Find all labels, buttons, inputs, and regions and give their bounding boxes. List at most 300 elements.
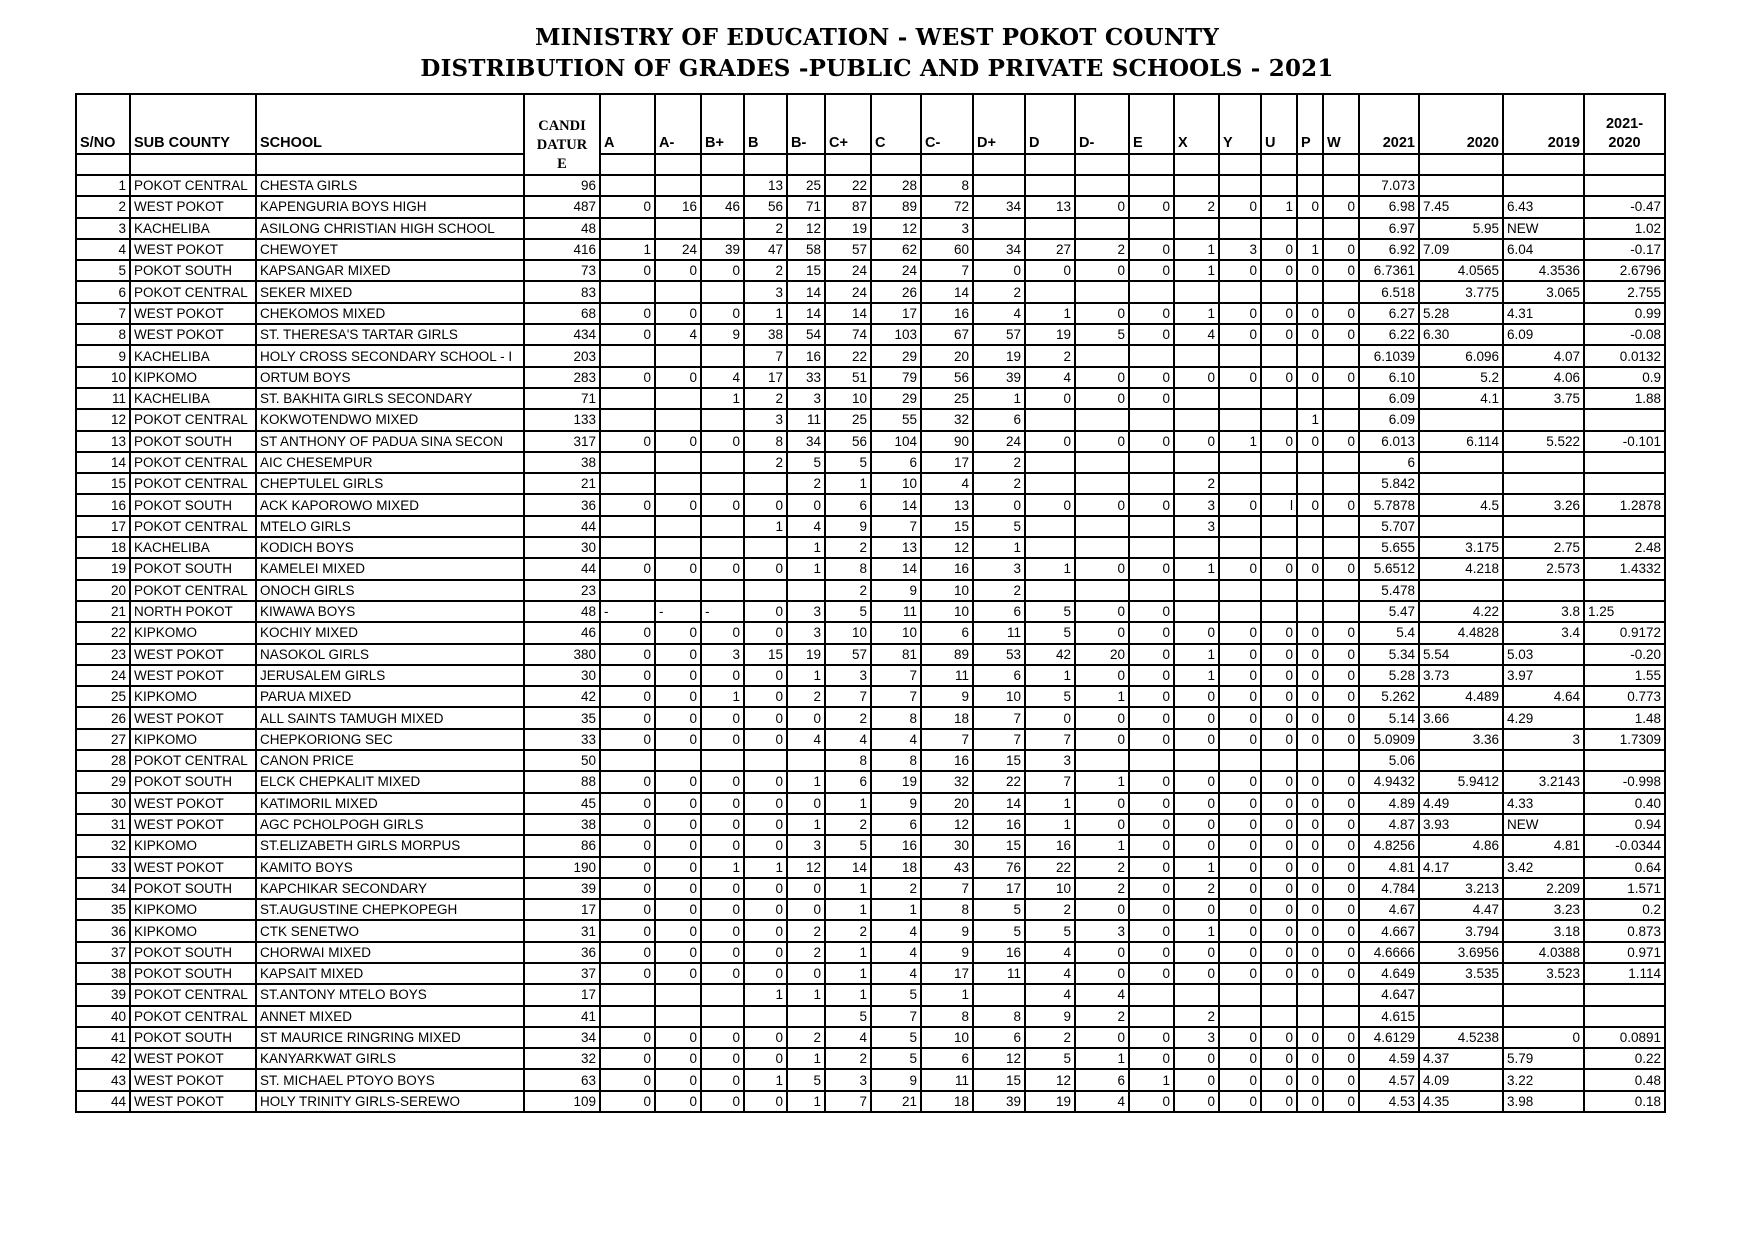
cell-grade-d: 42: [1025, 644, 1075, 665]
table-row: [76, 580, 1665, 601]
cell-grade-b-minus: 0: [787, 793, 825, 814]
cell-school: KAPSAIT MIXED: [256, 963, 524, 984]
cell-grade-a-minus: 0: [655, 558, 701, 579]
cell-grade-c-minus: 16: [921, 303, 973, 324]
cell-grade-d-minus: 0: [1075, 260, 1129, 281]
cell-grade-a: 0: [600, 686, 655, 707]
cell-sub-county: POKOT CENTRAL: [130, 175, 256, 196]
cell-grade-x: 3: [1174, 1027, 1219, 1048]
cell-sno: 14: [76, 452, 130, 473]
cell-grade-x: [1174, 175, 1219, 196]
cell-grade-d-minus: 0: [1075, 622, 1129, 643]
cell-mean-2020: 7.09: [1419, 239, 1503, 260]
cell-sub-county: KIPKOMO: [130, 367, 256, 388]
cell-grade-c-plus: 1: [825, 878, 871, 899]
cell-grade-b: 2: [744, 218, 787, 239]
cell-mean-2019: [1503, 984, 1584, 1005]
cell-sno: 32: [76, 835, 130, 856]
cell-mean-2019: [1503, 473, 1584, 494]
cell-grade-b-plus: [701, 452, 744, 473]
cell-grade-u: 0: [1261, 942, 1297, 963]
cell-grade-c-minus: 11: [921, 665, 973, 686]
cell-grade-a: 0: [600, 963, 655, 984]
cell-grade-c-minus: 43: [921, 857, 973, 878]
cell-grade-d-plus: [973, 218, 1025, 239]
cell-grade-c-minus: 12: [921, 814, 973, 835]
cell-grade-c-minus: 56: [921, 367, 973, 388]
cell-grade-p: 1: [1297, 239, 1323, 260]
cell-grade-c: 2: [871, 878, 921, 899]
cell-grade-y: 0: [1219, 303, 1261, 324]
cell-school: PARUA MIXED: [256, 686, 524, 707]
table-row: [76, 1006, 1665, 1027]
cell-mean-2021: 4.81: [1359, 857, 1419, 878]
table-row: [76, 963, 1665, 984]
cell-grade-a-minus: [655, 388, 701, 409]
table-row: [76, 175, 1665, 196]
cell-deviation: 0.18: [1584, 1091, 1665, 1112]
cell-grade-d-plus: 6: [973, 601, 1025, 622]
cell-grade-y: 0: [1219, 260, 1261, 281]
cell-grade-u: 0: [1261, 665, 1297, 686]
cell-grade-d-plus: 39: [973, 1091, 1025, 1112]
cell-grade-a: 0: [600, 1091, 655, 1112]
cell-deviation: [1584, 580, 1665, 601]
cell-grade-a: 0: [600, 324, 655, 345]
cell-grade-d-minus: [1075, 345, 1129, 366]
cell-mean-2020: 3.794: [1419, 920, 1503, 941]
cell-grade-d-plus: 6: [973, 1027, 1025, 1048]
cell-grade-e: [1129, 516, 1174, 537]
cell-grade-b-minus: 0: [787, 878, 825, 899]
cell-grade-d: 10: [1025, 878, 1075, 899]
cell-mean-2020: 4.22: [1419, 601, 1503, 622]
cell-mean-2020: 3.36: [1419, 729, 1503, 750]
cell-grade-d: 22: [1025, 857, 1075, 878]
cell-grade-c-plus: 4: [825, 729, 871, 750]
cell-mean-2020: 3.213: [1419, 878, 1503, 899]
cell-grade-c-plus: 22: [825, 175, 871, 196]
cell-grade-b: 2: [744, 452, 787, 473]
cell-candidature: 317: [524, 431, 600, 452]
cell-grade-b: 0: [744, 707, 787, 728]
cell-grade-w: 0: [1323, 942, 1359, 963]
cell-sno: 38: [76, 963, 130, 984]
cell-grade-y: [1219, 601, 1261, 622]
cell-mean-2019: 3.18: [1503, 920, 1584, 941]
table-row: [76, 1048, 1665, 1069]
cell-grade-c-plus: 6: [825, 771, 871, 792]
cell-grade-a-minus: 0: [655, 771, 701, 792]
cell-mean-2019: 2.573: [1503, 558, 1584, 579]
cell-grade-b-minus: 14: [787, 281, 825, 302]
cell-grade-c-plus: 2: [825, 707, 871, 728]
cell-grade-d-plus: 2: [973, 473, 1025, 494]
cell-school: ST. MICHAEL PTOYO BOYS: [256, 1069, 524, 1090]
cell-grade-y: 0: [1219, 1027, 1261, 1048]
cell-grade-c: 4: [871, 729, 921, 750]
cell-grade-d-minus: [1075, 452, 1129, 473]
cell-grade-p: 0: [1297, 878, 1323, 899]
cell-grade-d: 1: [1025, 558, 1075, 579]
cell-mean-2020: 5.95: [1419, 218, 1503, 239]
cell-school: CHEPTULEL GIRLS: [256, 473, 524, 494]
cell-grade-b-plus: 0: [701, 665, 744, 686]
cell-grade-u: [1261, 452, 1297, 473]
cell-mean-2020: [1419, 984, 1503, 1005]
cell-grade-b-plus: [701, 516, 744, 537]
cell-grade-c-minus: 7: [921, 878, 973, 899]
cell-mean-2021: 4.8256: [1359, 835, 1419, 856]
cell-mean-2020: 3.93: [1419, 814, 1503, 835]
cell-mean-2019: [1503, 580, 1584, 601]
cell-deviation: 0.0132: [1584, 345, 1665, 366]
cell-grade-b-minus: 0: [787, 963, 825, 984]
cell-grade-w: 0: [1323, 771, 1359, 792]
cell-grade-x: [1174, 388, 1219, 409]
cell-grade-c: 1: [871, 899, 921, 920]
cell-grade-c-plus: 24: [825, 281, 871, 302]
cell-grade-a: 0: [600, 644, 655, 665]
cell-grade-e: 0: [1129, 1048, 1174, 1069]
cell-grade-c-minus: 17: [921, 963, 973, 984]
cell-grade-a-minus: 0: [655, 920, 701, 941]
cell-grade-c-minus: 18: [921, 707, 973, 728]
cell-grade-y: 1: [1219, 431, 1261, 452]
cell-grade-b: [744, 537, 787, 558]
cell-grade-c-plus: 1: [825, 793, 871, 814]
cell-deviation: 0.2: [1584, 899, 1665, 920]
cell-grade-d: 5: [1025, 601, 1075, 622]
cell-grade-d: [1025, 473, 1075, 494]
cell-grade-y: [1219, 473, 1261, 494]
table-row: [76, 729, 1665, 750]
spacer-cell: [130, 154, 256, 175]
cell-grade-y: 0: [1219, 899, 1261, 920]
cell-grade-a: [600, 281, 655, 302]
cell-grade-u: 0: [1261, 857, 1297, 878]
cell-deviation: 0.64: [1584, 857, 1665, 878]
cell-grade-d-plus: 5: [973, 516, 1025, 537]
cell-grade-p: [1297, 175, 1323, 196]
header-row: [76, 94, 1665, 154]
cell-grade-d-minus: 0: [1075, 558, 1129, 579]
cell-grade-w: [1323, 1006, 1359, 1027]
cell-grade-d-minus: [1075, 281, 1129, 302]
cell-grade-c: 8: [871, 750, 921, 771]
cell-grade-b-minus: 5: [787, 1069, 825, 1090]
cell-grade-w: 0: [1323, 431, 1359, 452]
cell-mean-2021: 4.667: [1359, 920, 1419, 941]
cell-grade-y: 0: [1219, 729, 1261, 750]
cell-grade-c: 9: [871, 793, 921, 814]
cell-sno: 12: [76, 409, 130, 430]
cell-grade-c-minus: 10: [921, 601, 973, 622]
cell-grade-w: 0: [1323, 367, 1359, 388]
cell-grade-d-plus: 0: [973, 494, 1025, 515]
cell-grade-b-minus: 1: [787, 814, 825, 835]
cell-grade-p: 0: [1297, 814, 1323, 835]
cell-deviation: 0.48: [1584, 1069, 1665, 1090]
cell-mean-2020: [1419, 175, 1503, 196]
cell-grade-c: 62: [871, 239, 921, 260]
cell-sno: 27: [76, 729, 130, 750]
cell-grade-d-plus: 5: [973, 899, 1025, 920]
cell-grade-c: 7: [871, 686, 921, 707]
cell-grade-w: 0: [1323, 1091, 1359, 1112]
cell-grade-x: [1174, 409, 1219, 430]
cell-grade-d: 1: [1025, 303, 1075, 324]
cell-mean-2020: 4.218: [1419, 558, 1503, 579]
cell-grade-c-plus: 2: [825, 1048, 871, 1069]
cell-grade-c-plus: 9: [825, 516, 871, 537]
table-row: [76, 324, 1665, 345]
cell-grade-x: [1174, 281, 1219, 302]
cell-grade-b-plus: [701, 218, 744, 239]
cell-grade-c: 4: [871, 920, 921, 941]
cell-sno: 40: [76, 1006, 130, 1027]
cell-deviation: -0.0344: [1584, 835, 1665, 856]
cell-grade-a: [600, 175, 655, 196]
cell-school: KAPCHIKAR SECONDARY: [256, 878, 524, 899]
cell-deviation: 0.0891: [1584, 1027, 1665, 1048]
spacer-cell: [825, 154, 871, 175]
cell-mean-2019: [1503, 175, 1584, 196]
cell-deviation: [1584, 1006, 1665, 1027]
cell-grade-c: 81: [871, 644, 921, 665]
cell-grade-d-plus: 15: [973, 1069, 1025, 1090]
cell-grade-e: [1129, 984, 1174, 1005]
cell-school: CHEPKORIONG SEC: [256, 729, 524, 750]
cell-grade-a-minus: 0: [655, 878, 701, 899]
cell-grade-w: 0: [1323, 729, 1359, 750]
cell-grade-c-minus: 9: [921, 942, 973, 963]
table-row: [76, 1091, 1665, 1112]
cell-grade-u: 0: [1261, 814, 1297, 835]
cell-grade-d: 4: [1025, 984, 1075, 1005]
cell-grade-e: 0: [1129, 324, 1174, 345]
cell-grade-c-plus: 19: [825, 218, 871, 239]
cell-grade-u: 0: [1261, 367, 1297, 388]
cell-grade-b: [744, 1006, 787, 1027]
cell-grade-p: 0: [1297, 324, 1323, 345]
cell-mean-2021: 5.262: [1359, 686, 1419, 707]
cell-school: JERUSALEM GIRLS: [256, 665, 524, 686]
cell-grade-b-minus: 0: [787, 899, 825, 920]
cell-grade-b: 1: [744, 984, 787, 1005]
cell-grade-c-minus: 10: [921, 580, 973, 601]
cell-mean-2021: 6.97: [1359, 218, 1419, 239]
cell-grade-e: 0: [1129, 857, 1174, 878]
cell-grade-e: 0: [1129, 963, 1174, 984]
cell-grade-d: 0: [1025, 388, 1075, 409]
cell-grade-c-plus: 2: [825, 537, 871, 558]
cell-grade-c-minus: 72: [921, 196, 973, 217]
cell-grade-a-minus: [655, 984, 701, 1005]
cell-grade-b-minus: 4: [787, 729, 825, 750]
cell-grade-d-plus: 3: [973, 558, 1025, 579]
cell-candidature: 38: [524, 814, 600, 835]
cell-grade-d-minus: [1075, 473, 1129, 494]
cell-grade-x: 0: [1174, 963, 1219, 984]
cell-school: ST. THERESA'S TARTAR GIRLS: [256, 324, 524, 345]
cell-school: MTELO GIRLS: [256, 516, 524, 537]
cell-mean-2021: 4.647: [1359, 984, 1419, 1005]
cell-grade-p: 0: [1297, 920, 1323, 941]
cell-grade-y: 0: [1219, 324, 1261, 345]
cell-grade-d-plus: 22: [973, 771, 1025, 792]
cell-grade-d-minus: [1075, 580, 1129, 601]
cell-grade-w: 0: [1323, 793, 1359, 814]
cell-mean-2020: [1419, 750, 1503, 771]
table-row: [76, 537, 1665, 558]
cell-mean-2021: 4.59: [1359, 1048, 1419, 1069]
cell-deviation: 2.48: [1584, 537, 1665, 558]
cell-grade-d-plus: 2: [973, 281, 1025, 302]
cell-grade-u: 0: [1261, 793, 1297, 814]
cell-mean-2020: 5.2: [1419, 367, 1503, 388]
table-row: [76, 281, 1665, 302]
cell-grade-b: 0: [744, 686, 787, 707]
cell-grade-e: 0: [1129, 622, 1174, 643]
cell-sno: 18: [76, 537, 130, 558]
cell-grade-b-plus: 1: [701, 686, 744, 707]
cell-sub-county: POKOT SOUTH: [130, 878, 256, 899]
cell-grade-x: 4: [1174, 324, 1219, 345]
cell-grade-b: 56: [744, 196, 787, 217]
cell-mean-2019: 2.209: [1503, 878, 1584, 899]
cell-grade-b: 3: [744, 281, 787, 302]
spacer-cell: [744, 154, 787, 175]
cell-candidature: 83: [524, 281, 600, 302]
cell-grade-b-minus: 58: [787, 239, 825, 260]
cell-grade-d-minus: [1075, 516, 1129, 537]
cell-grade-w: 0: [1323, 196, 1359, 217]
cell-mean-2019: 4.81: [1503, 835, 1584, 856]
cell-deviation: 1.114: [1584, 963, 1665, 984]
cell-grade-c-plus: 1: [825, 963, 871, 984]
cell-deviation: 0.22: [1584, 1048, 1665, 1069]
spacer-cell: [1323, 154, 1359, 175]
cell-grade-d: 1: [1025, 665, 1075, 686]
cell-candidature: 487: [524, 196, 600, 217]
cell-deviation: 0.773: [1584, 686, 1665, 707]
cell-grade-u: 0: [1261, 899, 1297, 920]
cell-grade-a: 0: [600, 303, 655, 324]
cell-grade-x: 3: [1174, 494, 1219, 515]
cell-grade-a: [600, 388, 655, 409]
cell-mean-2021: 5.34: [1359, 644, 1419, 665]
cell-grade-c-minus: 17: [921, 452, 973, 473]
cell-mean-2021: 6.013: [1359, 431, 1419, 452]
cell-mean-2021: 5.6512: [1359, 558, 1419, 579]
cell-grade-e: 0: [1129, 494, 1174, 515]
cell-sno: 35: [76, 899, 130, 920]
cell-grade-d: 16: [1025, 835, 1075, 856]
cell-grade-e: 0: [1129, 558, 1174, 579]
cell-grade-d-minus: 2: [1075, 857, 1129, 878]
cell-grade-d: 19: [1025, 324, 1075, 345]
cell-grade-b-plus: 0: [701, 707, 744, 728]
cell-grade-b: 8: [744, 431, 787, 452]
cell-deviation: 1.4332: [1584, 558, 1665, 579]
cell-sub-county: WEST POKOT: [130, 857, 256, 878]
cell-grade-b-plus: [701, 175, 744, 196]
cell-grade-u: 0: [1261, 920, 1297, 941]
cell-grade-e: [1129, 537, 1174, 558]
cell-grade-y: [1219, 218, 1261, 239]
cell-grade-x: 0: [1174, 622, 1219, 643]
cell-grade-c-minus: 7: [921, 260, 973, 281]
cell-grade-a: [600, 580, 655, 601]
cell-mean-2021: 4.89: [1359, 793, 1419, 814]
cell-grade-b-plus: 0: [701, 303, 744, 324]
cell-grade-e: [1129, 1006, 1174, 1027]
spacer-cell: [1129, 154, 1174, 175]
cell-grade-y: 0: [1219, 686, 1261, 707]
cell-sub-county: WEST POKOT: [130, 196, 256, 217]
cell-sno: 13: [76, 431, 130, 452]
cell-mean-2019: 4.06: [1503, 367, 1584, 388]
cell-grade-x: 1: [1174, 665, 1219, 686]
cell-grade-a: 0: [600, 196, 655, 217]
spacer-cell: [1219, 154, 1261, 175]
cell-grade-u: 0: [1261, 963, 1297, 984]
cell-grade-c-minus: 1: [921, 984, 973, 1005]
header-grade-e: E: [1129, 94, 1174, 154]
cell-grade-c-minus: 20: [921, 793, 973, 814]
cell-grade-b-plus: 0: [701, 494, 744, 515]
cell-sub-county: WEST POKOT: [130, 303, 256, 324]
cell-grade-c-minus: 6: [921, 622, 973, 643]
cell-school: ALL SAINTS TAMUGH MIXED: [256, 707, 524, 728]
cell-sub-county: WEST POKOT: [130, 324, 256, 345]
cell-grade-a: 0: [600, 857, 655, 878]
cell-grade-a-minus: 0: [655, 367, 701, 388]
spacer-cell: [256, 154, 524, 175]
cell-grade-b-minus: [787, 750, 825, 771]
table-row: [76, 750, 1665, 771]
cell-grade-c: 103: [871, 324, 921, 345]
cell-grade-a-minus: [655, 1006, 701, 1027]
cell-grade-w: 0: [1323, 665, 1359, 686]
cell-grade-b-minus: 3: [787, 601, 825, 622]
cell-mean-2021: 5.4: [1359, 622, 1419, 643]
cell-grade-b-plus: 0: [701, 793, 744, 814]
cell-sno: 21: [76, 601, 130, 622]
cell-sub-county: KIPKOMO: [130, 729, 256, 750]
cell-grade-u: [1261, 1006, 1297, 1027]
cell-mean-2021: 5.0909: [1359, 729, 1419, 750]
cell-sub-county: POKOT CENTRAL: [130, 516, 256, 537]
cell-grade-y: [1219, 345, 1261, 366]
cell-school: NASOKOL GIRLS: [256, 644, 524, 665]
cell-deviation: 1.48: [1584, 707, 1665, 728]
spacer-cell: [1261, 154, 1297, 175]
cell-grade-u: [1261, 473, 1297, 494]
cell-grade-x: 0: [1174, 707, 1219, 728]
table-row: [76, 260, 1665, 281]
cell-grade-u: 0: [1261, 686, 1297, 707]
cell-grade-b-minus: 0: [787, 707, 825, 728]
cell-grade-e: 0: [1129, 303, 1174, 324]
cell-deviation: 1.2878: [1584, 494, 1665, 515]
cell-grade-c: 19: [871, 771, 921, 792]
cell-grade-u: 0: [1261, 1048, 1297, 1069]
cell-grade-y: 0: [1219, 1069, 1261, 1090]
cell-grade-b-plus: 39: [701, 239, 744, 260]
cell-grade-p: 0: [1297, 1027, 1323, 1048]
